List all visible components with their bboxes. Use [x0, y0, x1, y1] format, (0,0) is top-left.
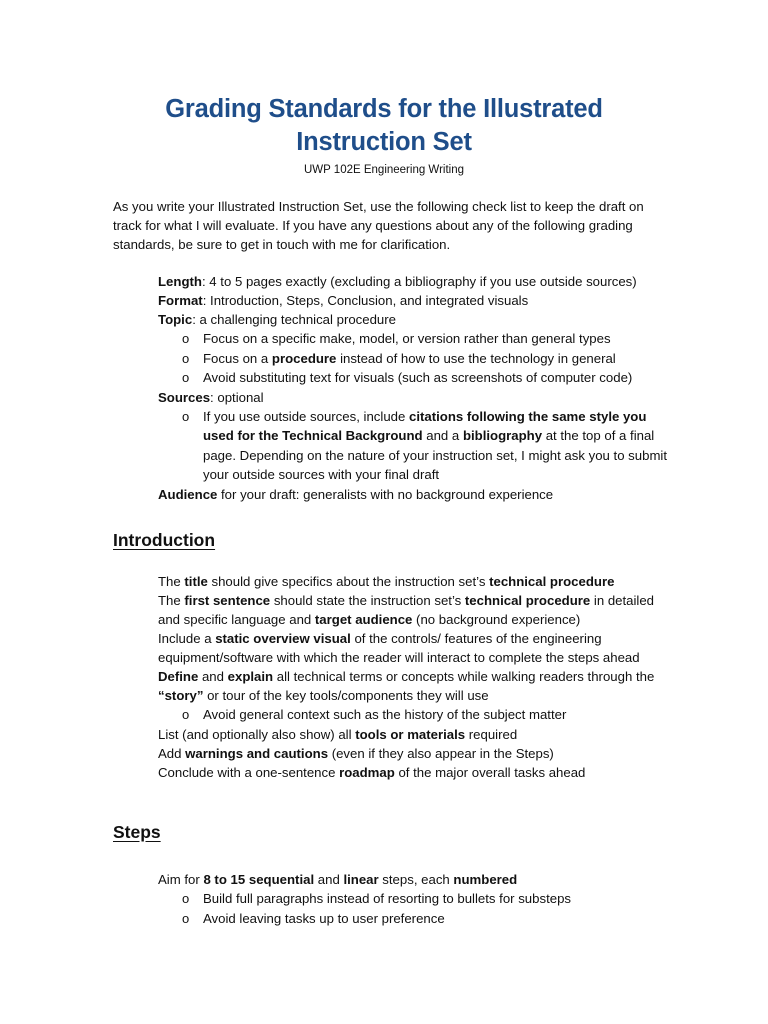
text: in detailed and specific language and	[158, 593, 655, 627]
text: : Introduction, Steps, Conclusion, and integrated visuals	[202, 293, 529, 308]
bold-text: Define	[158, 669, 199, 684]
text: of the controls/ features of the engineering equipment/software with which the reader will interact to complete the steps ahead	[158, 631, 640, 665]
circle-bullet-icon: o	[182, 910, 190, 926]
bold-text: procedure	[271, 350, 337, 366]
page-title: Grading Standards for the Illustrated Instruction Set	[165, 95, 603, 156]
text: : 4 to 5 pages exactly (excluding a bibliography if you use outside sources)	[201, 274, 637, 289]
bold-text: tools or materials	[355, 726, 466, 742]
text: and	[314, 872, 344, 887]
sub-list-item	[0, 349, 768, 369]
text: for your draft: generalists with no background experience	[217, 486, 554, 502]
list-item	[0, 629, 768, 667]
list-item	[0, 725, 768, 744]
list-item	[0, 388, 768, 407]
circle-bullet-icon: o	[182, 408, 190, 424]
sub-list-item	[0, 909, 768, 929]
circle-bullet-icon: o	[182, 891, 190, 906]
text: instead of how to use the technology in general	[336, 350, 616, 366]
text: Build full paragraphs instead of resorting to bullets for substeps	[203, 891, 571, 906]
list-item	[0, 591, 768, 629]
bold-text: “story”	[158, 688, 204, 703]
bold-text: target audience	[314, 612, 413, 627]
text: or tour of the key tools/components they will use	[203, 688, 489, 703]
text: Add	[158, 745, 186, 761]
text: Focus on a specific make, model, or version rather than general types	[203, 331, 611, 346]
course-subtitle: UWP 102E Engineering Writing	[303, 164, 465, 176]
text: of the major overall tasks ahead	[394, 764, 586, 780]
text: (even if they also appear in the Steps)	[328, 745, 554, 761]
standards-list	[0, 272, 768, 504]
text: : a challenging technical procedure	[192, 312, 396, 327]
text: and a	[422, 428, 463, 443]
circle-bullet-icon: o	[182, 707, 190, 722]
bold-text: Topic	[158, 312, 193, 327]
sub-list-item	[0, 705, 768, 725]
section-heading-introduction: Introduction	[113, 530, 216, 550]
steps-list	[0, 870, 768, 928]
bold-text: technical procedure	[464, 593, 591, 608]
bold-text: Audience	[158, 486, 218, 502]
text: (no background experience)	[412, 612, 581, 627]
text: Avoid general context such as the history of the subject matter	[203, 707, 567, 722]
text: Focus on a	[203, 350, 272, 366]
bold-text: 8 to 15 sequential	[203, 872, 315, 887]
bold-text: Length	[158, 274, 202, 289]
text: : optional	[210, 389, 264, 405]
sub-list-item	[0, 368, 768, 388]
text: required	[465, 726, 518, 742]
intro-paragraph: As you write your Illustrated Instruction Set, use the following check list to keep the draft on track for what I will evaluate. If you have any questions about any of the following grading standards, be sure to get in touch with me for clarification.	[113, 199, 644, 252]
bold-text: first sentence	[184, 593, 271, 608]
list-item	[0, 667, 768, 705]
text: Aim for	[158, 872, 204, 887]
text: all technical terms or concepts while walking readers through the	[273, 669, 655, 684]
list-item	[0, 572, 768, 591]
bold-text: Sources	[158, 389, 211, 405]
text: Avoid substituting text for visuals (such as screenshots of computer code)	[203, 370, 633, 385]
bold-text: static overview visual	[215, 631, 351, 646]
list-item	[0, 272, 768, 291]
text: If you use outside sources, include	[203, 408, 409, 424]
text: should state the instruction set’s	[270, 593, 465, 608]
bold-text: explain	[227, 669, 274, 684]
list-item	[0, 310, 768, 329]
bold-text: warnings and cautions	[185, 745, 329, 761]
circle-bullet-icon: o	[182, 331, 190, 346]
bold-text: linear	[343, 872, 379, 887]
list-item	[0, 763, 768, 782]
sub-list-item	[0, 329, 768, 349]
list-item	[0, 291, 768, 310]
section-heading-steps: Steps	[113, 822, 161, 842]
text: steps, each	[378, 872, 454, 887]
list-item	[0, 870, 768, 889]
introduction-list	[0, 572, 768, 782]
bold-text: Format	[158, 293, 203, 308]
text: and	[198, 669, 228, 684]
list-item	[0, 485, 768, 504]
text: The	[158, 593, 185, 608]
bold-text: roadmap	[339, 764, 395, 780]
circle-bullet-icon: o	[182, 370, 190, 385]
text: Conclude with a one-sentence	[158, 764, 340, 780]
bold-text: numbered	[453, 872, 518, 887]
bold-text: citations following the same style you used for the Technical Background	[203, 408, 647, 443]
text: should give specifics about the instruction set’s	[207, 574, 490, 589]
circle-bullet-icon: o	[182, 350, 190, 366]
bold-text: bibliography	[462, 428, 543, 443]
bold-text: title	[184, 574, 208, 589]
sub-list-item	[0, 889, 768, 909]
text: Avoid leaving tasks up to user preference	[203, 910, 445, 926]
bold-text: technical procedure	[489, 574, 615, 589]
text: List (and optionally also show) all	[158, 726, 356, 742]
text: Include a	[158, 631, 216, 646]
text: The	[158, 574, 185, 589]
text: at the top of a final page. Depending on the nature of your instruction set, I might ask you to submit your outside sources with your final draft	[203, 428, 668, 482]
list-item	[0, 744, 768, 763]
sub-list-item	[0, 407, 768, 485]
